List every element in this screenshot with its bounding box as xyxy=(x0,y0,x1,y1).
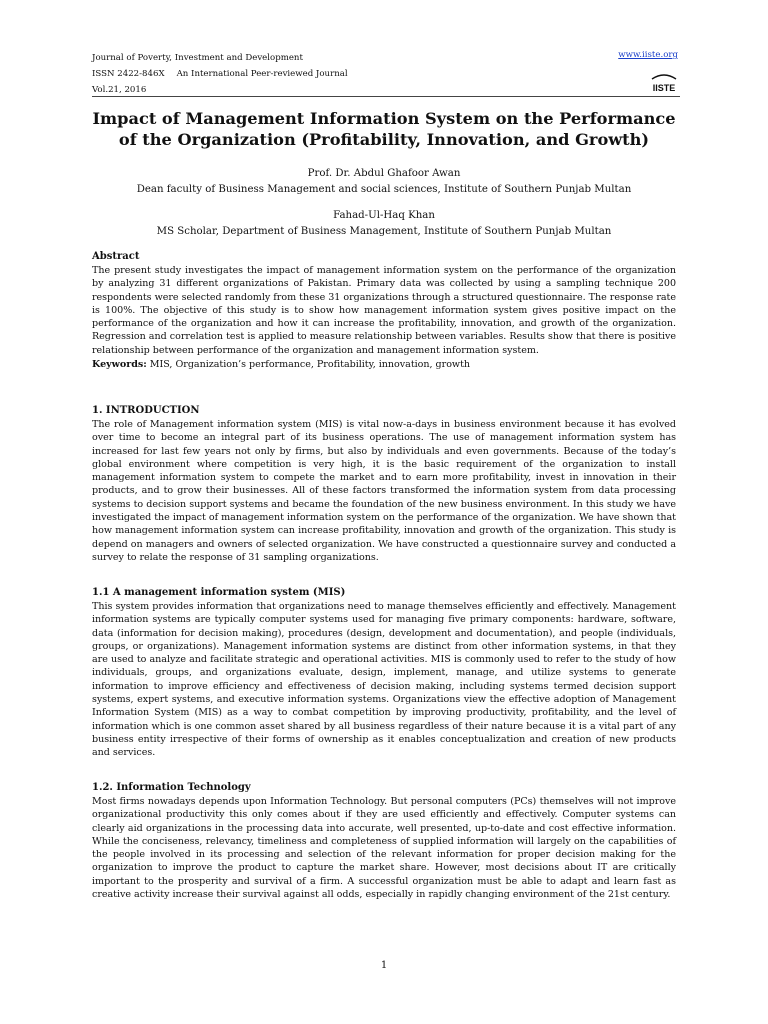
abstract-heading: Abstract xyxy=(92,251,140,262)
section-text: Most firms nowadays depends upon Information Technology. But personal computers (PCs) themselves will not improve organizational productivity this only comes about if they are used efficiently and effectively. Computer systems can clearly aid organizations in the processing data into accurate, well presented, up-to-date and cost effective information. While the conciseness, relevancy, timeliness and completeness of supplied information will largely on the capabilities of the people involved in its processing and selection of the relevant information for proper decision making for the organization to improve the product to capture the market share. However, most decisions about IT are critically important to the prosperity and survival of a firm. A successful organization must be able to adapt and learn fast as creative activity increase their survival against all odds, especially in rapidly changing environment of the 21st century. xyxy=(92,796,676,901)
section-mis xyxy=(92,586,676,760)
iiste-logo-text: IISTE xyxy=(652,83,676,93)
section-introduction xyxy=(92,404,676,564)
issn: ISSN 2422-846X xyxy=(92,69,165,79)
keywords-text: MIS, Organization’s performance, Profitability, innovation, growth xyxy=(149,359,471,371)
journal-name: Journal of Poverty, Investment and Development xyxy=(92,53,303,63)
author-block-1 xyxy=(92,166,676,198)
page-number: 1 xyxy=(380,960,388,971)
journal-url-link[interactable]: www.iiste.org xyxy=(618,50,678,60)
section-information-technology xyxy=(92,781,676,901)
section-heading: 1.1 A management information system (MIS) xyxy=(92,587,346,598)
keywords-line xyxy=(92,358,676,371)
volume: Vol.21, 2016 xyxy=(92,85,147,95)
abstract-text: The present study investigates the impact of management information system on the performance of the organization by analyzing 31 different organizations of Pakistan. Primary data was collected by using a sampling technique 200 respondents were selected randomly from these 31 organizations through a structured questionnaire. The response rate is 100%. The objective of this study is to show how management information system gives positive impact on the performance of the organization and how it can increase the profitability, innovation, and growth of the organization. Regression and correlation test is applied to measure relationship between variables. Results show that there is positive relationship between performance of the organization and management information system. xyxy=(92,265,676,356)
journal-type: An International Peer-reviewed Journal xyxy=(176,69,348,79)
author-name: Prof. Dr. Abdul Ghafoor Awan xyxy=(307,168,461,179)
author-block-2 xyxy=(92,208,676,240)
title-line-2: of the Organization (Profitability, Innovation, and Growth) xyxy=(118,130,650,149)
abstract-section xyxy=(92,250,676,371)
header-divider xyxy=(92,96,680,97)
author-affiliation: Dean faculty of Business Management and social sciences, Institute of Southern Punjab Multan xyxy=(136,184,632,195)
issn-line xyxy=(92,66,680,82)
title-line-1: Impact of Management Information System on the Performance xyxy=(92,109,676,128)
author-name: Fahad-Ul-Haq Khan xyxy=(333,210,435,221)
section-text: This system provides information that organizations need to manage themselves efficiently and effectively. Management information systems are typically computer systems used for managing five primary components: hardware, software, data (information for decision making), procedures (design, development and documentation), and people (individuals, groups, or organizations). Management information systems are distinct from other information systems, in that they are used to analyze and facilitate strategic and operational activities. MIS is commonly used to refer to the study of how individuals, groups, and organizations evaluate, design, implement, manage, and utilize systems to generate information to improve efficiency and effectiveness of decision making, including systems termed decision support systems, expert systems, and executive information systems. Organizations view the effective adoption of Management Information System (MIS) as a way to combat competition by improving productivity, profitability, and the level of information which is one common asset shared by all business regardless of their nature because it is a vital part of any business entity irrespective of their forms of ownership as it enables conceptualization and creation of new products and services. xyxy=(92,601,676,759)
section-text: The role of Management information system (MIS) is vital now-a-days in business environment because it has evolved over time to become an integral part of its business operations. The use of management information system has increased for last few years not only by firms, but also by individuals and even governments. Because of the today’s global environment where competition is very high, it is the basic requirement of the organization to install management information system to compete the market and to earn more profitability, invest in innovation in their products, and to grow their businesses. All of these factors transformed the information system from data processing systems to decision support systems and became the foundation of the new business environment. In this study we have investigated the impact of management information system on the performance of the organization. We have shown that how management information system can increase profitability, innovation and growth of the organization. This study is depend on managers and owners of selected organization. We have constructed a questionnaire survey and conducted a survey to relate the response of 31 sampling organizations. xyxy=(92,419,676,563)
journal-header xyxy=(92,50,680,96)
section-heading: 1. INTRODUCTION xyxy=(92,405,200,416)
section-heading: 1.2. Information Technology xyxy=(92,782,251,793)
author-affiliation: MS Scholar, Department of Business Management, Institute of Southern Punjab Multan xyxy=(156,226,612,237)
keywords-label: Keywords: xyxy=(92,359,147,371)
iiste-logo xyxy=(650,70,678,94)
paper-title xyxy=(92,108,676,150)
